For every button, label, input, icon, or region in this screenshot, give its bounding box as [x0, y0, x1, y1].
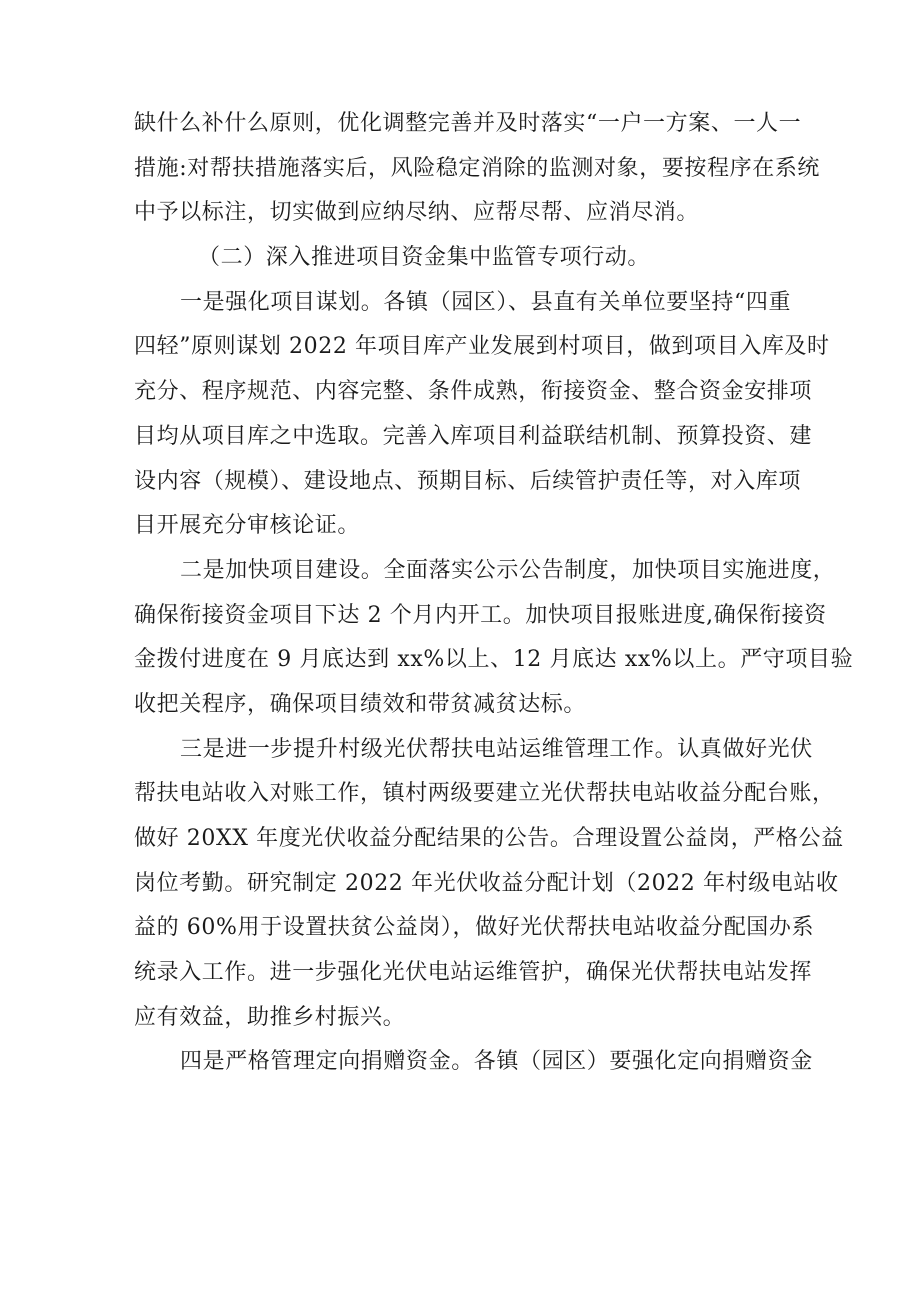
- text-line: 四是严格管理定向捐赠资金。各镇（园区）要强化定向捐赠资金: [180, 1049, 813, 1075]
- text-line: 金拨付进度在 9 月底达到 xx%以上、12 月底达 xx%以上。严守项目验: [134, 647, 854, 673]
- text-line: 二是加快项目建设。全面落实公示公告制度，加快项目实施进度，: [180, 557, 836, 583]
- text-line: 做好 20XX 年度光伏收益分配结果的公告。合理设置公益岗，严格公益: [134, 826, 844, 851]
- section-heading: （二）深入推进项目资金集中监管专项行动。: [198, 245, 651, 271]
- text-line: 收把关程序，确保项目绩效和带贫减贫达标。: [134, 691, 587, 717]
- text-line: 充分、程序规范、内容完整、条件成熟，衔接资金、整合资金安排项: [134, 379, 813, 405]
- text-line: 中予以标注，切实做到应纳尽纳、应帮尽帮、应消尽消。: [134, 200, 700, 226]
- text-line: 确保衔接资金项目下达 2 个月内开工。加快项目报账进度,确保衔接资: [134, 602, 827, 628]
- text-line: 统录入工作。进一步强化光伏电站运维管护，确保光伏帮扶电站发挥: [134, 960, 813, 986]
- text-line: 一是强化项目谋划。各镇（园区）、县直有关单位要坚持“四重: [180, 289, 792, 315]
- text-line: 缺什么补什么原则，优化调整完善并及时落实“一户一方案、一人一: [134, 111, 802, 136]
- text-line: 设内容（规模）、建设地点、预期目标、后续管护责任等，对入库项: [134, 468, 802, 494]
- text-line: 四轻”原则谋划 2022 年项目库产业发展到村项目，做到项目入库及时: [134, 334, 830, 360]
- text-line: 目开展充分审核论证。: [134, 513, 361, 539]
- text-line: 应有效益，助推乡村振兴。: [134, 1004, 406, 1030]
- text-line: 措施:对帮扶措施落实后，风险稳定消除的监测对象，要按程序在系统: [134, 155, 821, 181]
- text-line: 岗位考勤。研究制定 2022 年光伏收益分配计划（2022 年村级电站收: [134, 870, 839, 896]
- text-line: 帮扶电站收入对账工作，镇村两级要建立光伏帮扶电站收益分配台账，: [134, 781, 835, 807]
- text-line: 三是进一步提升村级光伏帮扶电站运维管理工作。认真做好光伏: [180, 736, 813, 762]
- document-body: [134, 102, 854, 1085]
- text-line: 目均从项目库之中选取。完善入库项目利益联结机制、预算投资、建: [134, 423, 813, 449]
- text-line: 益的 60%用于设置扶贫公益岗），做好光伏帮扶电站收益分配国办系: [134, 915, 815, 941]
